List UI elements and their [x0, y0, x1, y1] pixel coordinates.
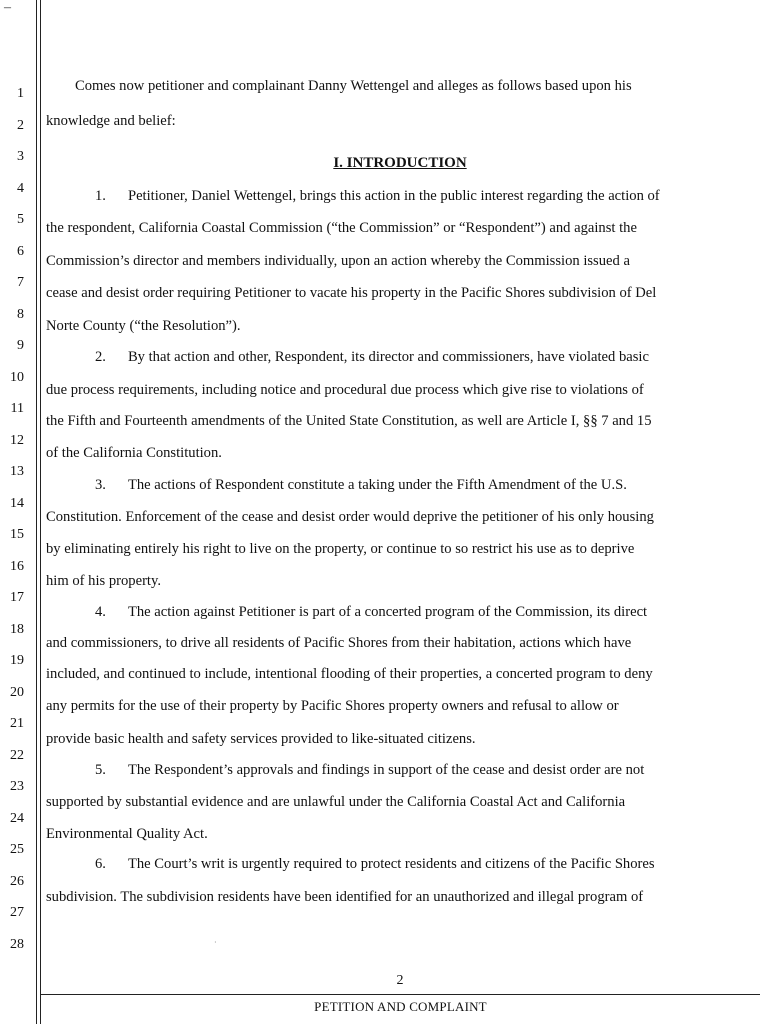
body-text-line: of the California Constitution. — [46, 445, 222, 461]
line-number: 12 — [10, 433, 24, 448]
paragraph-first-line — [95, 761, 768, 779]
paragraph-number: 6. — [95, 856, 106, 872]
paragraph-number: 5. — [95, 762, 106, 778]
paragraph-text: The Respondent’s approvals and findings in support of the cease and desist order are not — [127, 762, 645, 778]
line-number: 10 — [10, 370, 24, 385]
body-text-line: Comes now petitioner and complainant Danny Wettengel and alleges as follows based upon his — [75, 78, 632, 94]
paragraph-first-line — [95, 187, 768, 205]
paragraph-number: 2. — [95, 349, 106, 365]
body-text-line: knowledge and belief: — [46, 113, 176, 129]
line-number: 18 — [10, 622, 24, 637]
line-number: 25 — [10, 842, 24, 857]
body-text-line: supported by substantial evidence and are unlawful under the California Coastal Act and California — [46, 794, 626, 810]
paragraph-first-line — [95, 348, 768, 366]
line-number: 27 — [10, 905, 24, 920]
paragraph-text: The action against Petitioner is part of a concerted program of the Commission, its direct — [127, 604, 648, 620]
line-number: 4 — [17, 181, 24, 196]
scan-speck: · — [214, 938, 217, 947]
line-number: 16 — [10, 559, 24, 574]
body-text-line: Environmental Quality Act. — [46, 826, 208, 842]
paragraph-text: By that action and other, Respondent, its director and commissioners, have violated basic — [127, 349, 649, 365]
line-number: 23 — [10, 779, 24, 794]
paragraph-number: 1. — [95, 188, 106, 204]
line-number: 3 — [17, 149, 24, 164]
body-text-line: any permits for the use of their property by Pacific Shores property owners and refusal to allow or — [46, 698, 619, 714]
paragraph-text: Petitioner, Daniel Wettengel, brings this action in the public interest regarding the action of — [127, 188, 660, 204]
body-text-line: the Fifth and Fourteenth amendments of the United State Constitution, as well are Article I, §§ 7 and 15 — [46, 413, 652, 429]
paragraph-first-line — [95, 855, 768, 873]
footer-rule — [41, 994, 760, 995]
line-number: 15 — [10, 527, 24, 542]
body-text-line: and commissioners, to drive all residents of Pacific Shores from their habitation, actions which have — [46, 635, 632, 651]
corner-scan-mark: – — [4, 0, 11, 15]
section-heading: I. INTRODUCTION — [333, 155, 467, 171]
line-number: 8 — [17, 307, 24, 322]
body-text-line: cease and desist order requiring Petitioner to vacate his property in the Pacific Shores subdivision of Del — [46, 285, 657, 301]
line-number: 5 — [17, 212, 24, 227]
body-text-line: due process requirements, including notice and procedural due process which give rise to violations of — [46, 382, 644, 398]
line-number: 14 — [10, 496, 24, 511]
line-number: 22 — [10, 748, 24, 763]
line-number: 7 — [17, 275, 24, 290]
body-text-line: Norte County (“the Resolution”). — [46, 318, 241, 334]
paragraph-text: The actions of Respondent constitute a taking under the Fifth Amendment of the U.S. — [127, 477, 627, 493]
line-number: 28 — [10, 937, 24, 952]
page-number: 2 — [396, 973, 404, 988]
body-text-line: by eliminating entirely his right to live on the property, or continue to so restrict his use as to deprive — [46, 541, 635, 557]
body-text-line: him of his property. — [46, 573, 161, 589]
line-number: 2 — [17, 118, 24, 133]
body-text-line: Commission’s director and members individually, upon an action whereby the Commission issued a — [46, 253, 630, 269]
line-number: 17 — [10, 590, 24, 605]
body-text-line: subdivision. The subdivision residents have been identified for an unauthorized and illegal program of — [46, 889, 644, 905]
line-number: 13 — [10, 464, 24, 479]
line-number: 11 — [10, 401, 24, 416]
body-text-line: Constitution. Enforcement of the cease and desist order would deprive the petitioner of his only housing — [46, 509, 654, 525]
paragraph-text: The Court’s writ is urgently required to protect residents and citizens of the Pacific Shores — [127, 856, 655, 872]
line-number: 24 — [10, 811, 24, 826]
line-number: 1 — [17, 86, 24, 101]
paragraph-number: 3. — [95, 477, 106, 493]
line-number: 21 — [10, 716, 24, 731]
body-text-line: the respondent, California Coastal Commission (“the Commission” or “Respondent”) and against the — [46, 220, 637, 236]
line-number: 6 — [17, 244, 24, 259]
line-number: 9 — [17, 338, 24, 353]
line-number: 26 — [10, 874, 24, 889]
paragraph-number: 4. — [95, 604, 106, 620]
footer-title: PETITION AND COMPLAINT — [314, 999, 487, 1014]
line-number: 19 — [10, 653, 24, 668]
paragraph-first-line — [95, 476, 768, 494]
line-number: 20 — [10, 685, 24, 700]
body-text-line: provide basic health and safety services provided to like-situated citizens. — [46, 731, 476, 747]
paragraph-first-line — [95, 603, 768, 621]
body-text-line: included, and continued to include, intentional flooding of their properties, a concerted program to deny — [46, 666, 653, 682]
